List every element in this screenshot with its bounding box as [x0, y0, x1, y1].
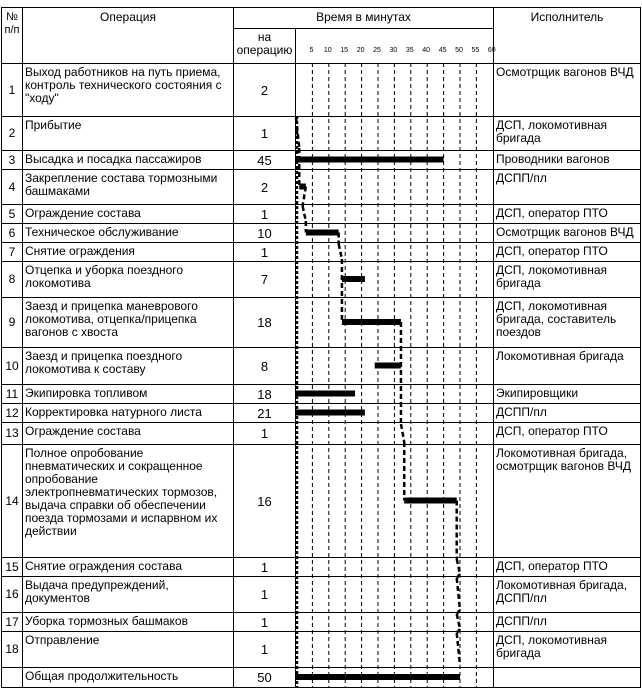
total-number	[2, 668, 23, 688]
executor: ДСП, оператор ПТО	[494, 558, 641, 577]
executor: ДСПП/пл	[494, 613, 641, 632]
row-number: 5	[2, 205, 23, 224]
executor: ДСП, локомотивная бригада	[494, 117, 641, 151]
operation-duration: 1	[234, 613, 296, 632]
header-per-operation: на операцию	[234, 29, 296, 64]
header-operation: Операция	[23, 8, 234, 64]
row-number: 15	[2, 558, 23, 577]
operation-name: Экипировка топливом	[23, 385, 234, 404]
executor: Локомотивная бригада, осмотрщик вагонов ВЧД	[494, 445, 641, 558]
executor: Проводники вагонов	[494, 151, 641, 170]
row-number: 13	[2, 423, 23, 445]
operation-name: Прибытие	[23, 117, 234, 151]
operation-name: Отцепка и уборка поездного локомотива	[23, 262, 234, 298]
executor: ДСП, оператор ПТО	[494, 205, 641, 224]
row-number: 10	[2, 348, 23, 385]
time-tick-label: 40	[422, 47, 431, 54]
executor: Локомотивная бригада, ДСПП/пл	[494, 577, 641, 613]
operation-duration: 2	[234, 170, 296, 205]
operation-name: Выход работников на путь приема, контроль технического состояния с "ходу"	[23, 64, 234, 117]
row-number: 7	[2, 243, 23, 262]
operation-name: Заезд и прицепка поездного локомотива к составу	[23, 348, 234, 385]
operation-duration: 1	[234, 117, 296, 151]
operation-name: Ограждение состава	[23, 423, 234, 445]
time-tick-label: 15	[340, 47, 349, 54]
time-tick-label: 20	[356, 47, 365, 54]
row-number: 6	[2, 224, 23, 243]
row-number: 17	[2, 613, 23, 632]
total-bar	[296, 674, 460, 680]
time-tick-label: 50	[455, 47, 463, 54]
operation-name: Выдача предупреждений, документов	[23, 577, 234, 613]
executor: ДСП, оператор ПТО	[494, 423, 641, 445]
task-bar	[296, 410, 365, 416]
operation-name: Отправление	[23, 632, 234, 668]
task-bar	[404, 498, 456, 504]
time-tick-label: 60	[487, 47, 496, 54]
time-tick-label: 30	[389, 47, 398, 54]
operation-duration: 2	[234, 64, 296, 117]
row-number: 9	[2, 298, 23, 348]
operation-duration: 1	[234, 632, 296, 668]
operation-name: Полное опробование пневматических и сокращенное опробование электропневматических тормозов, выдача справки об обеспечении поезда тормозами и испарвном их действии	[23, 445, 234, 558]
operation-name: Уборка тормозных башмаков	[23, 613, 234, 632]
operation-duration: 8	[234, 348, 296, 385]
header-executor: Исполнитель	[494, 8, 641, 64]
operation-name: Снятие ограждения	[23, 243, 234, 262]
executor: Осмотрщик вагонов ВЧД	[494, 64, 641, 117]
time-tick-label: 45	[438, 47, 447, 54]
operation-duration: 10	[234, 224, 296, 243]
critical-path-connector	[457, 610, 460, 614]
operation-name: Высадка и посадка пассажиров	[23, 151, 234, 170]
header-time-scale	[296, 29, 494, 64]
executor: Осмотрщик вагонов ВЧД	[494, 224, 641, 243]
row-number: 8	[2, 262, 23, 298]
operation-duration: 16	[234, 445, 296, 558]
row-number: 3	[2, 151, 23, 170]
row-number: 4	[2, 170, 23, 205]
task-bar	[375, 363, 401, 369]
time-tick-label: 35	[405, 47, 414, 54]
operation-name: Корректировка натурного листа	[23, 404, 234, 423]
row-number: 2	[2, 117, 23, 151]
operation-duration: 18	[234, 385, 296, 404]
row-number: 11	[2, 385, 23, 404]
executor: ДСП, оператор ПТО	[494, 243, 641, 262]
task-bar	[342, 319, 401, 325]
operation-duration: 45	[234, 151, 296, 170]
task-mark-short	[401, 424, 404, 442]
executor	[494, 668, 641, 688]
row-number: 18	[2, 632, 23, 668]
operation-name: Техническое обслуживание	[23, 224, 234, 243]
executor: Экипировщики	[494, 385, 641, 404]
operation-duration: 1	[234, 243, 296, 262]
task-bar	[296, 157, 444, 163]
operation-duration: 1	[234, 423, 296, 445]
total-duration: 50	[234, 668, 296, 688]
operation-duration: 18	[234, 298, 296, 348]
operation-duration: 1	[234, 205, 296, 224]
task-bar	[342, 276, 365, 282]
operation-name: Ограждение состава	[23, 205, 234, 224]
header-time: Время в минутах	[234, 8, 494, 29]
gantt-chart	[295, 63, 493, 689]
operation-duration: 1	[234, 577, 296, 613]
executor: ДСП, локомотивная бригада, составитель поездов	[494, 298, 641, 348]
total-label: Общая продолжительность	[23, 668, 234, 688]
operation-name: Снятие ограждения состава	[23, 558, 234, 577]
executor: ДСПП/пл	[494, 170, 641, 205]
operation-name: Закрепление состава тормозными башмаками	[23, 170, 234, 205]
time-tick-label: 55	[471, 47, 480, 54]
task-mark-short	[303, 206, 306, 221]
time-tick-label: 5	[309, 47, 314, 54]
operation-duration: 21	[234, 404, 296, 423]
executor: ДСП, локомотивная бригада	[494, 262, 641, 298]
executor: ДСП, локомотивная бригада	[494, 632, 641, 668]
executor: ДСПП/пл	[494, 404, 641, 423]
time-tick-label: 10	[323, 47, 332, 54]
header-num: № п/п	[2, 8, 23, 64]
row-number: 12	[2, 404, 23, 423]
operation-duration: 1	[234, 558, 296, 577]
task-bar	[296, 391, 355, 397]
operation-name: Заезд и прицепка маневрового локомотива, отцепка/прицепка вагонов с хвоста	[23, 298, 234, 348]
operation-duration: 7	[234, 262, 296, 298]
task-mark-short	[339, 244, 342, 259]
row-number: 1	[2, 64, 23, 117]
task-bar	[306, 230, 339, 236]
row-number: 16	[2, 577, 23, 613]
executor: Локомотивная бригада	[494, 348, 641, 385]
row-number: 14	[2, 445, 23, 558]
time-tick-label: 25	[373, 47, 381, 54]
